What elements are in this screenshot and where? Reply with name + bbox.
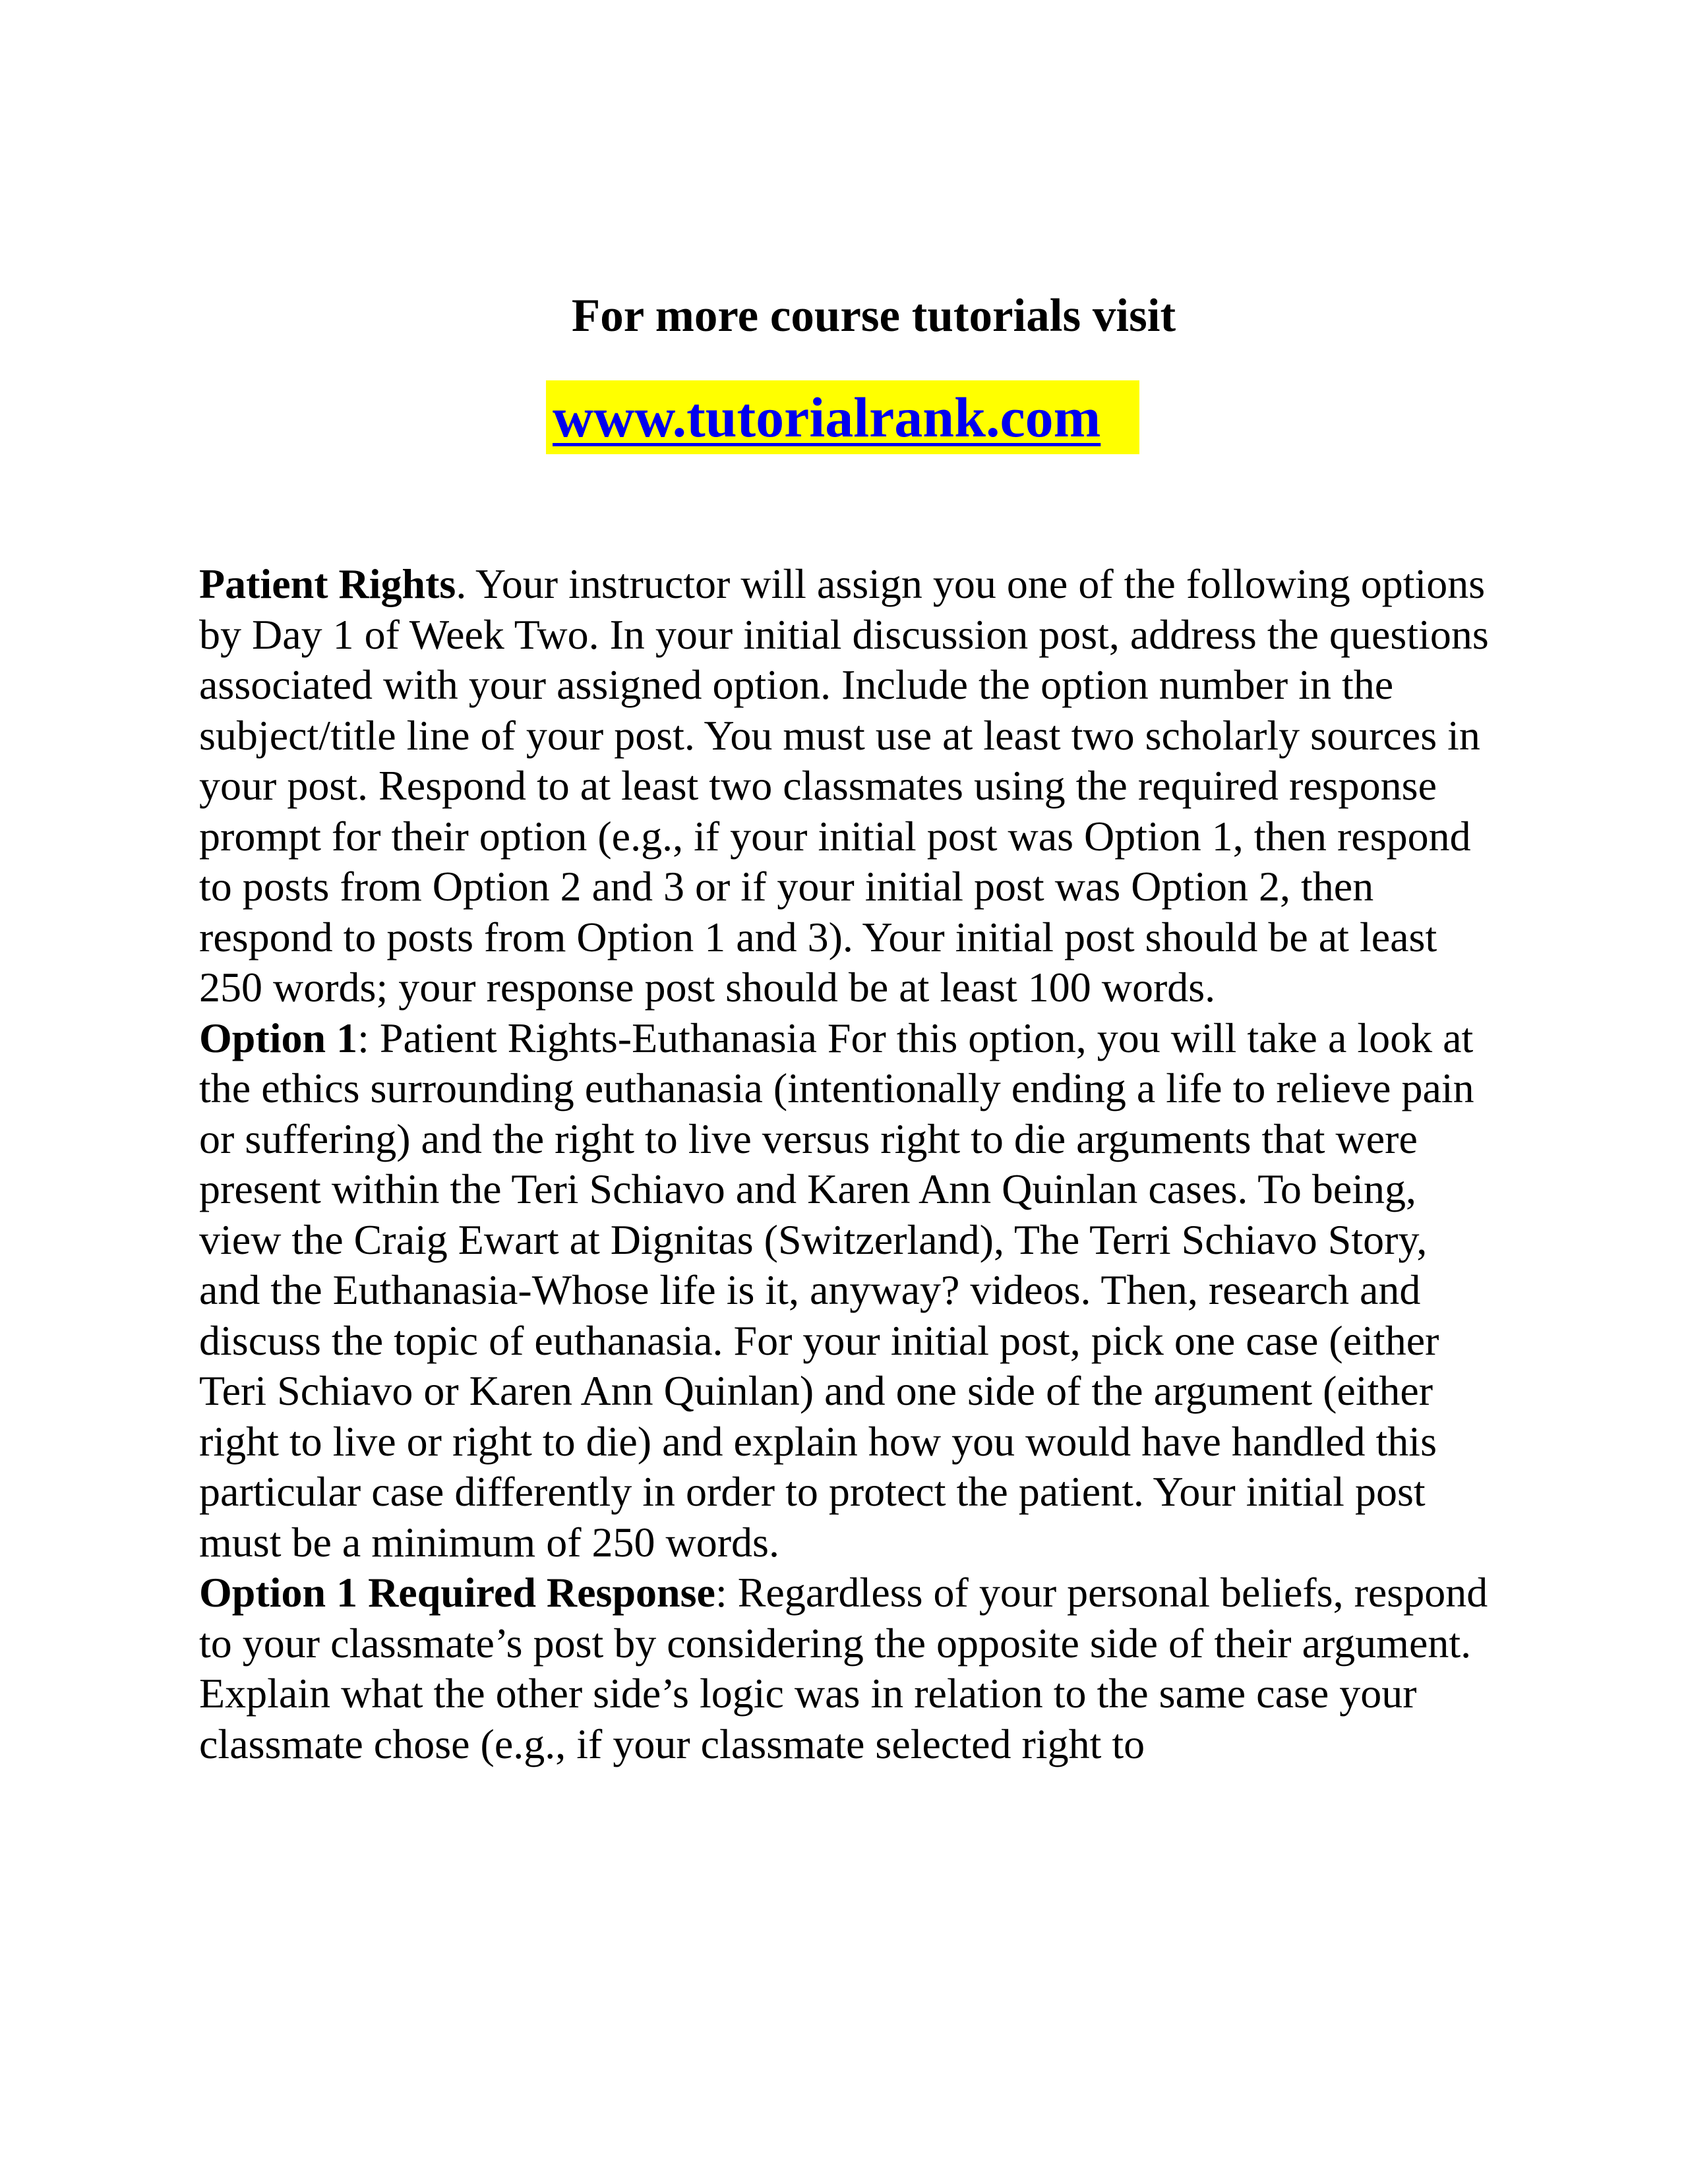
document-body (199, 559, 1492, 1769)
option1-heading: Option 1 (199, 1014, 358, 1061)
intro-heading: Patient Rights (199, 560, 456, 607)
option1-response-text: : Regardless of your personal beliefs, respond to your classmate’s post by considering the opposite side of their argument. Explain what the other side’s logic was in relation to the same case your classmate chose (e.g., if your classmate selected right to (199, 1569, 1488, 1767)
tutorial-link[interactable]: www.tutorialrank.com (553, 386, 1101, 449)
intro-text: . Your instructor will assign you one of the following options by Day 1 of Week Two. In your initial discussion post, address the questions associated with your assigned option. Include the option number in the subject/title line of your post. You must use at least two scholarly sources in your post. Respond to at least two classmates using the required response prompt for their option (e.g., if your initial post was Option 1, then respond to posts from Option 2 and 3 or if your initial post was Option 2, then respond to posts from Option 1 and 3). Your initial post should be at least 250 words; your response post should be at least 100 words. (199, 560, 1489, 1011)
link-highlight (546, 380, 1139, 454)
header-title: For more course tutorials visit (571, 290, 1176, 341)
option1-paragraph (199, 1013, 1492, 1568)
header (0, 286, 1688, 345)
option1-text: : Patient Rights-Euthanasia For this option, you will take a look at the ethics surrounding euthanasia (intentionally ending a life to relieve pain or suffering) and the right to live versus right to die arguments that were present within the Teri Schiavo and Karen Ann Quinlan cases. To being, view the Craig Ewart at Dignitas (Switzerland), The Terri Schiavo Story, and the Euthanasia-Whose life is it, anyway? videos. Then, research and discuss the topic of euthanasia. For your initial post, pick one case (either Teri Schiavo or Karen Ann Quinlan) and one side of the argument (either right to live or right to die) and explain how you would have handled this particular case differently in order to protect the patient. Your initial post must be a minimum of 250 words. (199, 1014, 1474, 1566)
option1-response-heading: Option 1 Required Response (199, 1569, 715, 1616)
option1-response-paragraph (199, 1568, 1492, 1769)
intro-paragraph (199, 559, 1492, 1013)
